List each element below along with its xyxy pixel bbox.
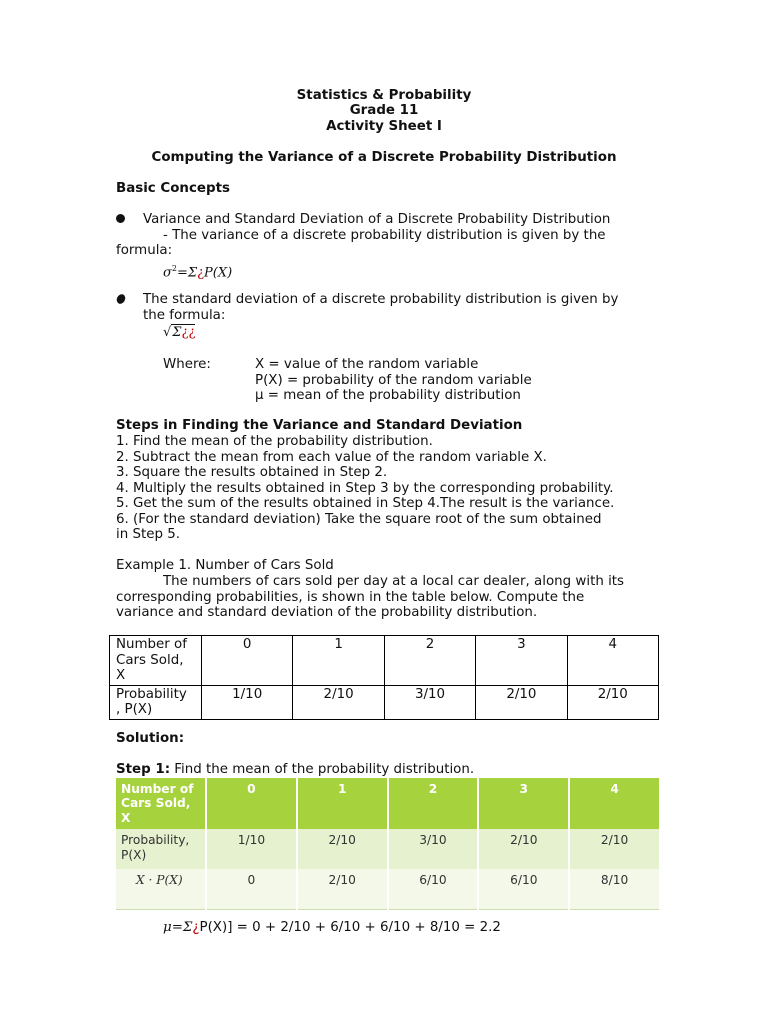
- table-cell-label: Probability, P(X): [116, 829, 206, 869]
- solution-heading: Solution:: [116, 731, 185, 746]
- table-cell-label: Number of Cars Sold, X: [110, 636, 202, 686]
- table-cell: 1/10: [206, 829, 297, 869]
- step-item: 6. (For the standard deviation) Take the square root of the sum obtained: [116, 512, 602, 527]
- where-label: Where:: [163, 357, 211, 372]
- table-row: [116, 869, 660, 910]
- table-cell: 2/10: [293, 685, 384, 719]
- where-px: P(X) = probability of the random variable: [255, 373, 532, 388]
- example-para-line1: The numbers of cars sold per day at a local car dealer, along with its: [163, 574, 625, 589]
- table-cell: 2/10: [297, 829, 388, 869]
- table-cell-label: Probability , P(X): [110, 685, 202, 719]
- step1-line: Step 1: Find the mean of the probability distribution.: [116, 762, 475, 777]
- topic-title: Computing the Variance of a Discrete Probability Distribution: [151, 150, 617, 165]
- table-header-cell: 0: [206, 778, 297, 829]
- table-cell-label: X · P(X): [116, 869, 206, 910]
- course-title: Statistics & Probability: [296, 88, 472, 103]
- table-header-row: [116, 778, 660, 829]
- table-row: [110, 636, 659, 686]
- table-header-cell: 4: [569, 778, 660, 829]
- sheet-title: Activity Sheet I: [326, 119, 442, 134]
- table-row: [110, 685, 659, 719]
- table-cell: 2/10: [567, 685, 658, 719]
- bullet2-line1: The standard deviation of a discrete probability distribution is given by: [143, 292, 619, 307]
- table-header-cell: 2: [388, 778, 479, 829]
- table-cell: 3/10: [388, 829, 479, 869]
- table-cell: 6/10: [478, 869, 569, 910]
- table-header-cell: 3: [478, 778, 569, 829]
- variance-formula: $\sigma^2=\Sigma¿P(X)$: [163, 264, 233, 281]
- table-cell: 6/10: [388, 869, 479, 910]
- table-cell: 0: [206, 869, 297, 910]
- table-cell: 2/10: [297, 869, 388, 910]
- table-cell: 4: [567, 636, 658, 686]
- step-item: 4. Multiply the results obtained in Step 3 by the corresponding probability.: [116, 481, 614, 496]
- bullet1-line1: - The variance of a discrete probability distribution is given by the: [163, 228, 606, 243]
- table-cell: 3/10: [384, 685, 475, 719]
- example-para-line3: variance and standard deviation of the probability distribution.: [116, 605, 538, 620]
- sd-formula: √Σ¿¿: [163, 325, 196, 340]
- mean-computation-table: [116, 778, 661, 910]
- table-cell: 1/10: [202, 685, 293, 719]
- table-row: [116, 829, 660, 869]
- table-header-cell: Number of Cars Sold, X: [116, 778, 206, 829]
- step-item: 5. Get the sum of the results obtained in Step 4.The result is the variance.: [116, 496, 615, 511]
- bullet-icon: [116, 214, 125, 223]
- table-cell: 2/10: [478, 829, 569, 869]
- cars-sold-table: [109, 635, 659, 720]
- basic-concepts-heading: Basic Concepts: [116, 181, 230, 196]
- example-para-line2: corresponding probabilities, is shown in the table below. Compute the: [116, 590, 585, 605]
- table-cell: 1: [293, 636, 384, 686]
- where-x: X = value of the random variable: [255, 357, 479, 372]
- bullet1-line2: formula:: [116, 243, 173, 258]
- mean-equation: μ=Σ¿P(X)] = 0 + 2/10 + 6/10 + 6/10 + 8/10 = 2.2: [163, 920, 501, 935]
- steps-heading: Steps in Finding the Variance and Standard Deviation: [116, 418, 523, 433]
- where-mu: μ = mean of the probability distribution: [255, 388, 521, 403]
- table-cell: 8/10: [569, 869, 660, 910]
- bullet1-title: Variance and Standard Deviation of a Discrete Probability Distribution: [143, 212, 611, 227]
- table-cell: 3: [476, 636, 567, 686]
- table-header-cell: 1: [297, 778, 388, 829]
- table-cell: 2/10: [569, 829, 660, 869]
- grade-title: Grade 11: [349, 103, 419, 118]
- step-item: 1. Find the mean of the probability distribution.: [116, 434, 433, 449]
- step-item: in Step 5.: [116, 527, 180, 542]
- table-cell: 2: [384, 636, 475, 686]
- example-title: Example 1. Number of Cars Sold: [116, 558, 334, 573]
- bullet-icon: [115, 293, 127, 306]
- step-item: 3. Square the results obtained in Step 2.: [116, 465, 388, 480]
- table-cell: 0: [202, 636, 293, 686]
- table-cell: 2/10: [476, 685, 567, 719]
- step-item: 2. Subtract the mean from each value of the random variable X.: [116, 450, 547, 465]
- bullet2-line2: the formula:: [143, 308, 226, 323]
